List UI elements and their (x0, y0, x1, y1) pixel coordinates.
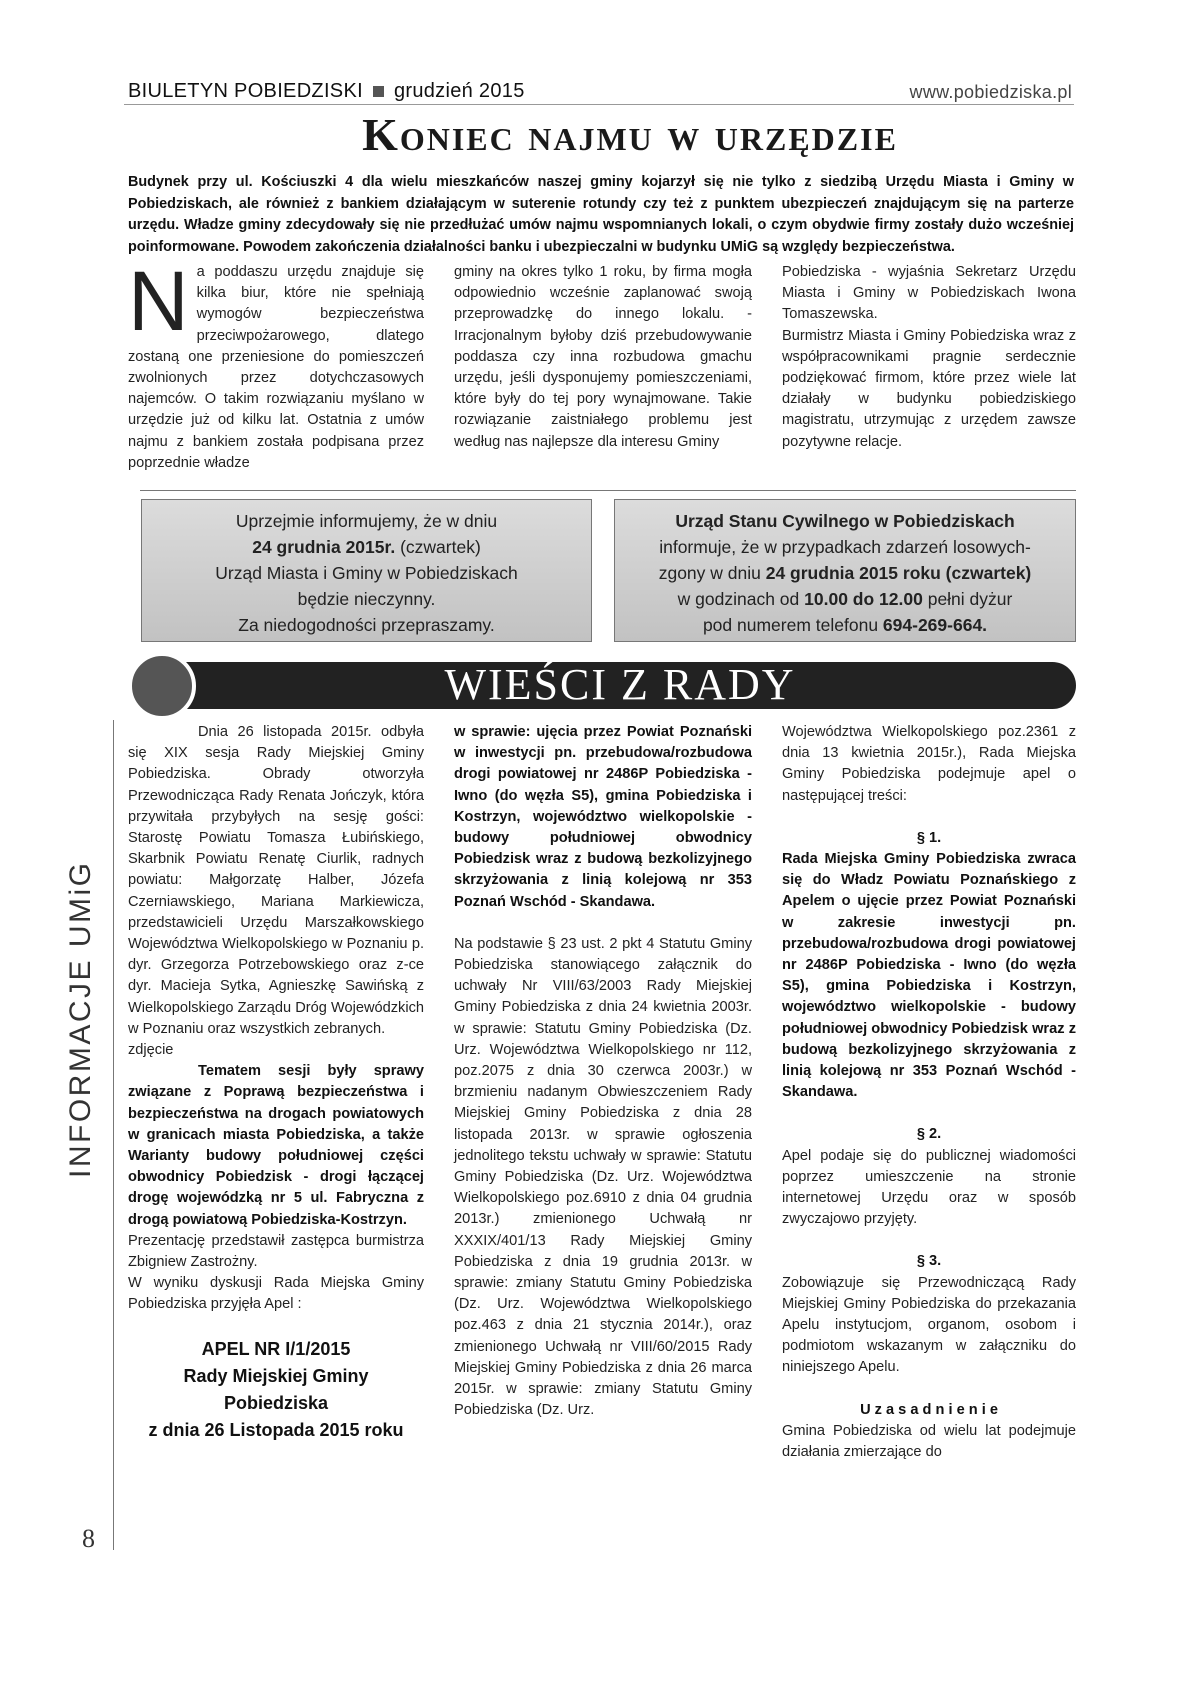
notice2-line5-text: pod numerem telefonu (702, 615, 883, 635)
notice2-line4 (615, 586, 1075, 612)
appeal-date: z dnia 26 Listopada 2015 roku (148, 1419, 404, 1440)
article-col3-para2: Burmistrz Miasta i Gminy Pobiedziska wraz z współpracownikami pragnie serdecznie podziękować firmom, które przez wiele lat działały w budynku pobiedziskiego magistratu, utrzymując z urzędem zawsze pozytywne relacje. (782, 327, 1076, 450)
publication-name: BIULETYN POBIEDZISKI (128, 80, 363, 102)
notice2-line5 (615, 612, 1075, 638)
justification-text: Gmina Pobiedziska od wielu lat podejmuje działania zmierzające do (782, 1422, 1076, 1461)
article-col1-text: a poddaszu urzędu znajduje się kilka biur, które nie spełniają wymogów bezpieczeństwa przeciwpożarowego, dlatego zostaną one przeniesione do pomieszczeń zwolnionych przez dotychczasowych najemców. O takim rozwiązaniu myślano w urzędzie już od kilku lat. Ostatnia z umów najmu z bankiem została podpisana przez poprzednie władze (128, 264, 424, 471)
notice2-line4-text: w godzinach od (677, 589, 805, 609)
appeal-municipality: Pobiedziska (223, 1392, 329, 1413)
section-divider (140, 490, 1076, 491)
notice2-title (615, 508, 1075, 534)
notice1-weekday: (czwartek) (395, 537, 481, 557)
appeal-council: Rady Miejskiej Gminy (183, 1365, 369, 1386)
session-intro: Dnia 26 listopada 2015r. odbyła się XIX sesja Rady Miejskiej Gminy Pobiedziska. Obrady otworzyła Przewodnicząca Rady Renata Jończyk, która przywitała przybyłych na sesję gości: Starostę Powiatu Tomasza Łubińskiego, Skarbnik Powiatu Renatę Ciurlik, radnych powiatu: Małgorzatę Halber, Józefa Czerniawskiego, Mariana Markiewicza, przedstawicieli Urzędu Marszałkowskiego Województwa Wielkopolskiego w Poznaniu p. dyr. Grzegorza Potrzebowskiego oraz z-ce dyr. Macieja Sytka, Agnieszkę Sawińską z Wielkopolskiego Zarządu Dróg Wojewódzkich w Poznaniu oraz wszystkich zebranych. (128, 724, 424, 1037)
appeal-heading (128, 1336, 424, 1444)
notice1-line1: Uprzejmie informujemy, że w dniu (235, 511, 498, 531)
square-separator-icon (373, 86, 384, 97)
paragraph-1-text: Rada Miejska Gminy Pobiedziska zwraca się do Władz Powiatu Poznańskiego z Apelem o ujęcie przez Powiat Poznański w zakresie inwestycji pn. przebudowa/rozbudowa drogi powiatowej nr 2486P Pobiedziska - Iwno (do węzła S5), gmina Pobiedziska i Kostrzyn, województwo wielkopolskie - budowy południowej obwodnicy Pobiedzisk wraz z budową bezkolizyjnego skrzyżowania z linią kolejową nr 353 Poznań Wschód - Skandawa. (782, 851, 1076, 1101)
photo-placeholder-label: zdjęcie (128, 1042, 174, 1059)
notice1-line3: Urząd Miasta i Gminy w Pobiedziskach (215, 563, 518, 583)
website-url: www.pobiedziska.pl (909, 82, 1072, 102)
notice1-line4: będzie nieczynny. (297, 589, 436, 609)
paragraph-2-text: Apel podaje się do publicznej wiadomości poprzez umieszczenie na stronie internetowej Urzędu oraz w sposób zwyczajowo przyjęty. (782, 1147, 1076, 1228)
article-column-2: gminy na okres tylko 1 roku, by firma mogła odpowiednio wcześnie zaplanować swoją przeprowadzkę do innego lokalu. - Irracjonalnym byłoby dziś przebudowywanie poddasza czy inna rozbudowa gmachu urzędu, jeśli dysponujemy pomieszczeniami, które były do tej pory wynajmowane. Takie rozwiązanie zaistniałego problemu jest według nas najlepsze dla interesu Gminy (454, 264, 752, 450)
article-lead: Budynek przy ul. Kościuszki 4 dla wielu mieszkańców naszej gminy kojarzył się nie tylko z siedzibą Urzędu Miasta i Gminy w Pobiedziskach, ale również z bankiem działającym w suterenie rotundy czy też z punktem ubezpieczeń znajdującym się na parterze urzędu. Władze gminy zdecydowały się nie przedłużać umów najmu wspomnianych lokali, o czym obydwie firmy zostały dużo wcześniej poinformowane. Powodem zakończenia działalności banku i ubezpieczalni w budynku UMiG są względy bezpieczeństwa. (128, 174, 1074, 255)
article-column-1 (128, 262, 424, 482)
notice2-line4-rest: pełni dyżur (922, 589, 1013, 609)
appeal-subject: w sprawie: ujęcia przez Powiat Poznański w inwestycji pn. przebudowa/rozbudowa drogi powiatowej nr 2486P Pobiedziska - Iwno (do węzła S5), gmina Pobiedziska i Kostrzyn, województwo wielkopolskie - budowy południowej obwodnicy Pobiedzisk wraz z budową bezkolizyjnego skrzyżowania z linią kolejową nr 353 Poznań Wschód - Skandawa. (454, 724, 752, 910)
appeal-number: APEL NR I/1/2015 (201, 1338, 351, 1359)
article-title: Koniec najmu w urzędzie (362, 109, 898, 160)
side-divider (113, 720, 114, 1550)
rada-column-1 (128, 722, 424, 1444)
paragraph-1-heading: § 1. (916, 829, 942, 846)
article-col3-para1: Pobiedziska - wyjaśnia Sekretarz Urzędu Miasta i Gminy w Pobiedziskach Iwona Tomaszewska. (782, 264, 1076, 323)
paragraph-3-heading: § 3. (916, 1253, 942, 1270)
notice2-line3-text: zgony w dniu (658, 563, 766, 583)
notice2-hours: 10.00 do 12.00 (804, 589, 923, 609)
legal-basis: Na podstawie § 23 ust. 2 pkt 4 Statutu Gminy Pobiedziska stanowiącego załącznik do uchwały Nr VIII/63/2003 Rady Miejskiej Gminy Pobiedziska z dnia 24 kwietnia 2003r. w sprawie: Statutu Gminy Pobiedziska (Dz. Urz. Województwa Wielkopolskiego nr 112, poz.2075 z dnia 30 czerwca 2003r.) w brzmieniu nadanym Obwieszczeniem Rady Miejskiej Gminy Pobiedziska z dnia 28 listopada 2013r. w sprawie ogłoszenia jednolitego tekstu uchwały w sprawie: Statutu Gminy Pobiedziska (Dz. Urz. Województwa Wielkopolskiego poz.6910 z dnia 04 grudnia 2013r.) zmienionego Uchwałą nr XXXIX/401/13 Rady Miejskiej Gminy Pobiedziska z dnia 19 grudnia 2013r. w sprawie: zmiany Statutu Gminy Pobiedziska (Dz. Urz. Województwa Wielkopolskiego poz.463 z dnia 21 stycznia 2014r.), oraz zmienionego Uchwałą nr VIII/60/2015 Rady Miejskiej Gminy Pobiedziska z dnia 26 marca 2015r. w sprawie: zmiany Statutu Gminy Pobiedziska (Dz. Urz. (454, 935, 752, 1419)
notice2-title-text: Urząd Stanu Cywilnego w Pobiedziskach (675, 511, 1015, 531)
justification-heading: U z a s a d n i e n i e (860, 1401, 998, 1418)
appeal-adopted-note: W wyniku dyskusji Rada Miejska Gminy Pobiedziska przyjęła Apel : (128, 1275, 424, 1313)
notice2-duty-date: 24 grudnia 2015 roku (czwartek) (765, 563, 1032, 583)
publication-header (128, 80, 525, 103)
section-title: WIEŚCI Z RADY (444, 660, 796, 709)
rada-column-3 (782, 722, 1076, 1463)
article-column-3 (782, 262, 1076, 482)
presentation-note: Prezentację przedstawił zastępca burmistrza Zbigniew Zastrożny. (128, 1232, 424, 1271)
notice1-date: 24 grudnia 2015r. (252, 537, 396, 557)
closure-notice-box (141, 499, 592, 642)
paragraph-3-text: Zobowiązuje się Przewodniczącą Rady Miejskiej Gminy Pobiedziska do przekazania Apelu instytucjom, organom, osobom i podmiotom wskazanym w załączniku do niniejszego Apelu. (782, 1274, 1076, 1376)
rada-column-2 (454, 722, 752, 1422)
notice2-phone: 694-269-664. (882, 615, 988, 635)
legal-basis-continued: Województwa Wielkopolskiego poz.2361 z dnia 13 kwietnia 2015r.), Rada Miejska Gminy Pobiedziska podejmuje apel o następującej treści: (782, 724, 1076, 804)
paragraph-2-heading: § 2. (916, 1126, 942, 1143)
notice2-line3 (615, 560, 1075, 586)
header-divider (124, 104, 1074, 105)
banner-circle-icon (128, 652, 196, 720)
session-topics: Tematem sesji były sprawy związane z Poprawą bezpieczeństwa i bezpieczeństwa na drogach powiatowych w granicach miasta Pobiedziska, a także Warianty budowy południowej części obwodnicy Pobiedzisk - drogi łączącej drogę wojewódzką nr 5 ul. Fabryczna z drogą powiatową Pobiedziska-Kostrzyn. (128, 1063, 424, 1228)
side-section-label: INFORMACJE UMiG (64, 860, 97, 1178)
drop-cap: N (128, 262, 189, 348)
page-number: 8 (82, 1524, 95, 1553)
notice1-line2 (142, 534, 591, 560)
registry-office-notice-box (614, 499, 1076, 642)
issue-date: grudzień 2015 (393, 80, 525, 102)
notice2-line2: informuje, że w przypadkach zdarzeń losowych- (659, 537, 1031, 557)
notice1-line5: Za niedogodności przepraszamy. (238, 615, 495, 635)
